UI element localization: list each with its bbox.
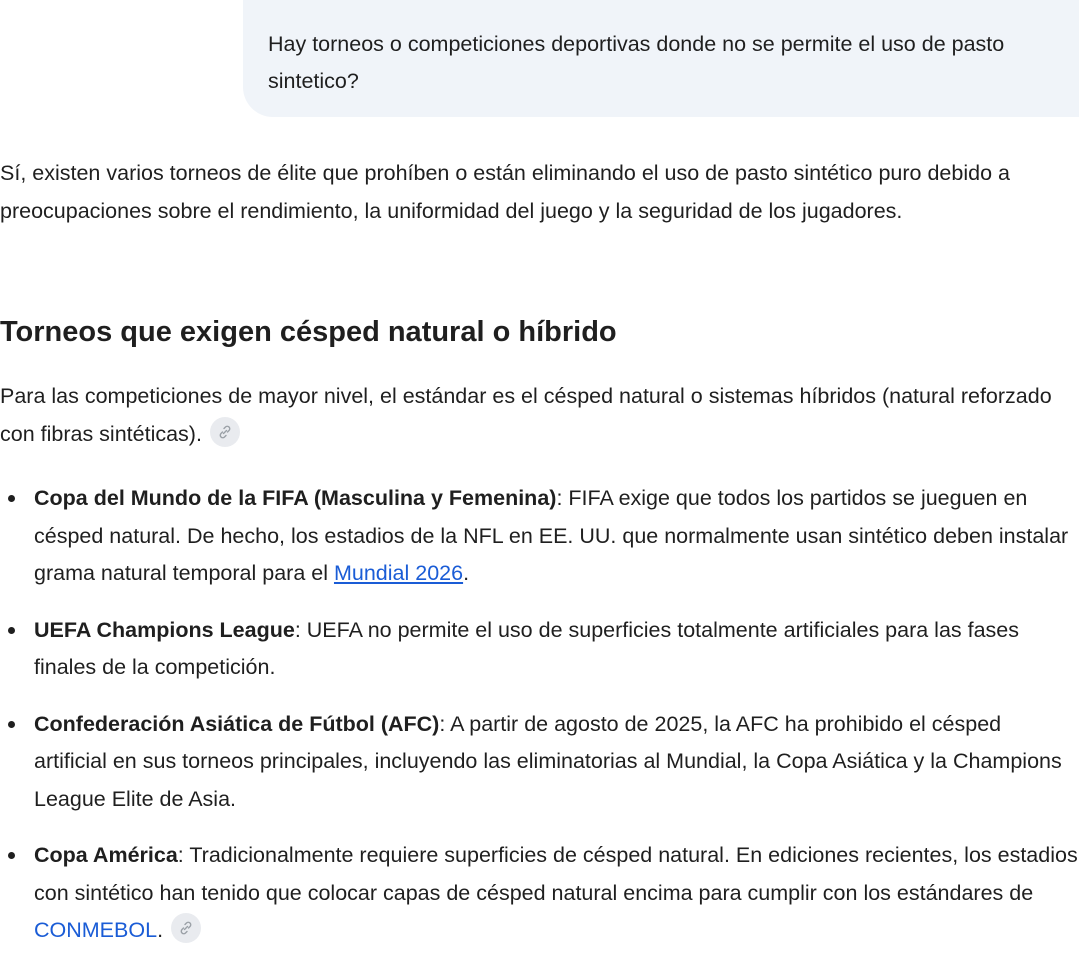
item-text: : FIFA exige que todos los partidos se jueguen en césped natural. De hecho, los estadios de la NFL en EE. UU. que normalmente usan sintético deben instalar grama natural temporal para el (34, 486, 1069, 585)
item-title: UEFA Champions League (34, 617, 295, 642)
mundial-2026-link[interactable]: Mundial 2026 (333, 561, 464, 585)
item-title: Copa América (34, 843, 178, 867)
list-item (0, 612, 1079, 687)
item-text: : A partir de agosto de 2025, la AFC ha prohibido el césped artificial en sus torneos principales, incluyendo las eliminatorias al Mundial, la Copa Asiática y la Champions League Elite de Asia. (34, 711, 1062, 811)
tournament-list (0, 480, 1079, 950)
list-item (0, 837, 1079, 950)
list-item (0, 706, 1079, 819)
item-punctuation: . (463, 561, 470, 585)
section-paragraph-text: Para las competiciones de mayor nivel, el estándar es el césped natural o sistemas híbridos (natural reforzado con fibras sintéticas). (0, 384, 1052, 446)
section-heading: Torneos que exigen césped natural o híbrido (0, 316, 617, 348)
item-title: Confederación Asiática de Fútbol (AFC) (34, 711, 440, 736)
section-paragraph (0, 378, 1079, 453)
answer-intro: Sí, existen varios torneos de élite que prohíben o están eliminando el uso de pasto sintético puro debido a preocupaciones sobre el rendimiento, la uniformidad del juego y la seguridad de los jugadores. (0, 161, 1010, 223)
item-text: : UEFA no permite el uso de superficies totalmente artificiales para las fases finales de la competición. (34, 617, 1020, 679)
conmebol-link[interactable]: CONMEBOL (34, 918, 158, 942)
item-text: : Tradicionalmente requiere superficies de césped natural. En ediciones recientes, los estadios con sintético han tenido que colocar capas de césped natural encima para cumplir con los estándares de (34, 843, 1078, 905)
bullet-icon (8, 627, 15, 634)
bullet-icon (8, 495, 15, 502)
bullet-icon (8, 721, 15, 728)
item-punctuation: . (157, 918, 164, 942)
section-paragraph-block (0, 378, 1079, 453)
assistant-response (0, 155, 1079, 230)
item-title: Copa del Mundo de la FIFA (Masculina y Femenina) (34, 486, 557, 510)
link-icon[interactable] (171, 913, 201, 943)
bullet-icon (8, 852, 15, 859)
user-message-bubble (243, 0, 1079, 117)
user-message-text: Hay torneos o competiciones deportivas donde no se permite el uso de pasto sintetico? (268, 32, 1005, 93)
list-item (0, 480, 1079, 593)
link-icon[interactable] (210, 417, 240, 447)
